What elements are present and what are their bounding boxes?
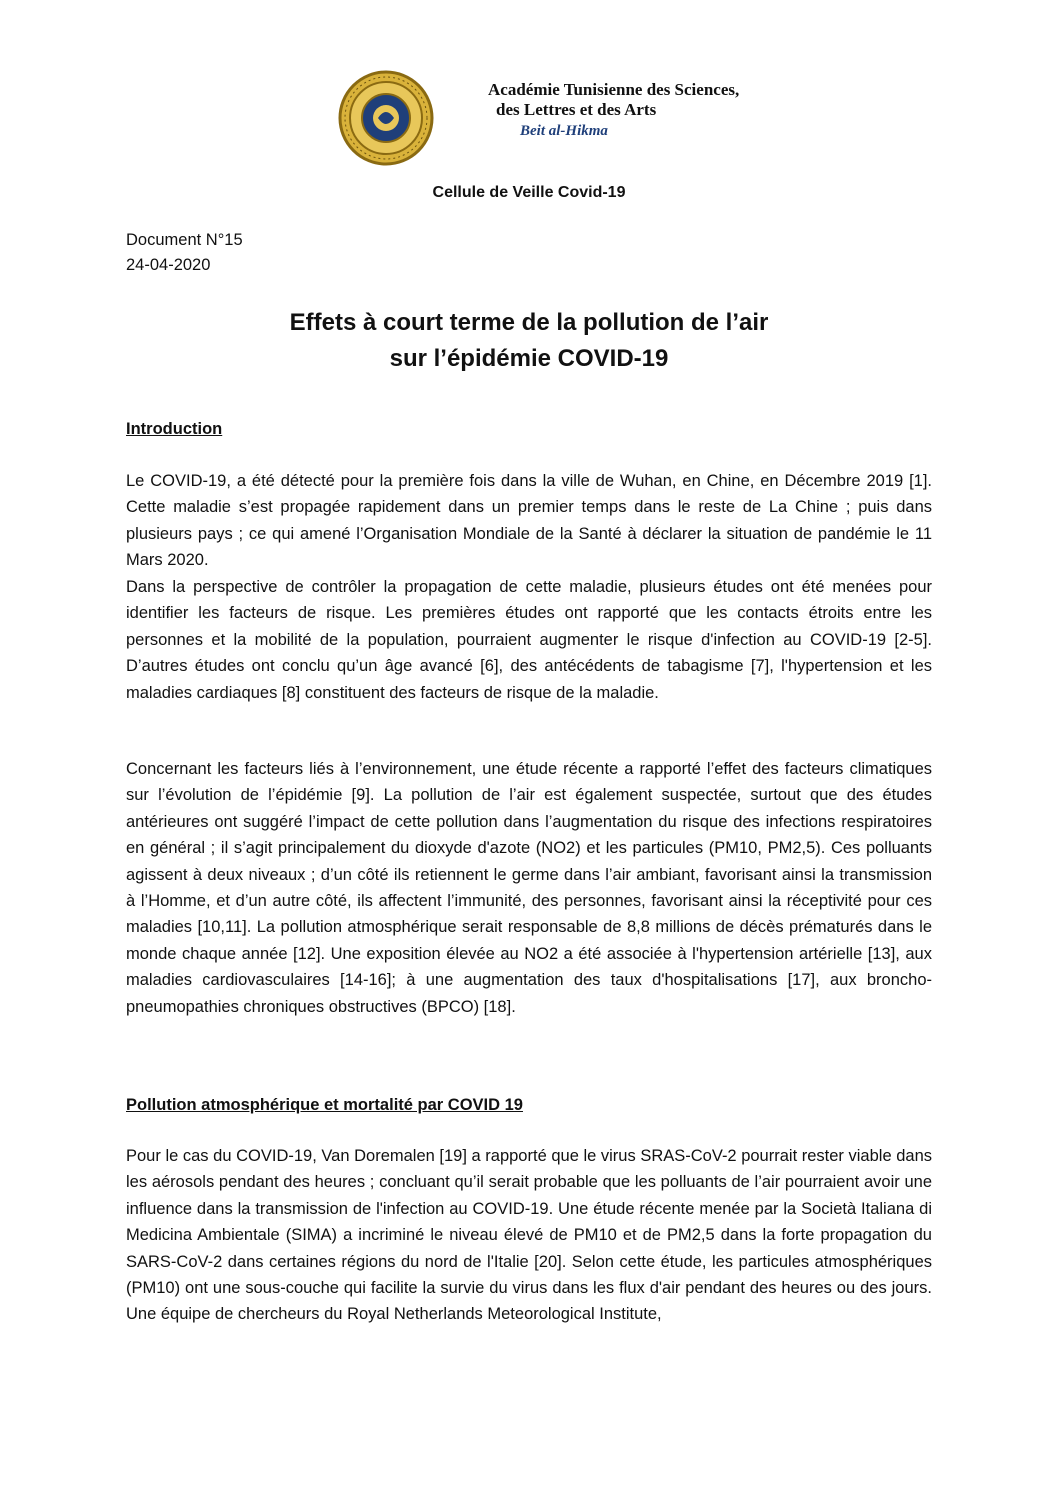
document-date: 24-04-2020 bbox=[126, 256, 211, 274]
section-heading-introduction: Introduction bbox=[126, 420, 223, 438]
document-title bbox=[0, 305, 1058, 377]
intro-paragraph-2 bbox=[126, 574, 932, 706]
pollution-paragraph-1 bbox=[126, 1143, 932, 1328]
institution-name-line1: Académie Tunisienne des Sciences, bbox=[488, 80, 740, 99]
institution-header bbox=[336, 68, 756, 158]
paragraph-text: Concernant les facteurs liés à l’environnement, une étude récente a rapporté l’effet des facteurs climatiques sur l’évolution de l’épidémie [9]. La pollution de l’air est également suspectée, surtout que des études antérieures ont suggéré l’impact de cette pollution dans l’augmentation du risque des infections respiratoires en général ; il s’agit principalement du dioxyde d'azote (NO2) et les particules (PM10, PM2,5). Ces polluants agissent à deux niveaux ; d’un côté ils retiennent le germe dans l’air ambiant, favorisant ainsi la transmission à l’Homme, et d’un autre côté, ils affectent l’immunité, des personnes, favorisant ainsi la réceptivité pour ces maladies [10,11]. La pollution atmosphérique serait responsable de 8,8 millions de décès prématurés dans le monde chaque année [12]. Une exposition élevée au NO2 a été associée à l'hypertension artérielle [13], aux maladies cardiovasculaires [14-16]; à une augmentation des taux d'hospitalisations [17], aux broncho-pneumopathies chroniques obstructives (BPCO) [18]. bbox=[126, 760, 932, 1016]
title-line1: Effets à court terme de la pollution de l’air bbox=[289, 309, 769, 336]
paragraph-text: Pour le cas du COVID-19, Van Doremalen [19] a rapporté que le virus SRAS-CoV-2 pourrait rester viable dans les aérosols pendant des heures ; concluant qu’il serait probable que les polluants de l’air pourraient avoir une influence dans la transmission de l'infection au COVID-19. Une étude récente menée par la Società Italiana di Medicina Ambientale (SIMA) a incriminé le niveau élevé de PM10 et de PM2,5 dans la forte propagation du SARS-CoV-2 dans certaines régions du nord de l'Italie [20]. Selon cette étude, les particules atmosphériques (PM10) ont une sous-couche qui facilite la survie du virus dans les flux d'air pendant des heures ou des jours. Une équipe de chercheurs du Royal Netherlands Meteorological Institute, bbox=[126, 1147, 932, 1324]
paragraph-text: Dans la perspective de contrôler la propagation de cette maladie, plusieurs études ont été menées pour identifier les facteurs de risque. Les premières études ont rapporté que les contacts étroits entre les personnes et la mobilité de la population, pourraient augmenter le risque d'infection au COVID-19 [2-5]. D’autres études ont conclu qu’un âge avancé [6], des antécédents de tabagisme [7], l'hypertension et les maladies cardiaques [8] constituent des facteurs de risque de la maladie. bbox=[126, 578, 932, 702]
paragraph-text: Le COVID-19, a été détecté pour la première fois dans la ville de Wuhan, en Chine, en Décembre 2019 [1]. Cette maladie s’est propagée rapidement dans un premier temps dans le reste de La Chine ; puis dans plusieurs pays ; ce qui amené l’Organisation Mondiale de la Santé à déclarer la situation de pandémie le 11 Mars 2020. bbox=[126, 472, 932, 570]
section-heading-pollution: Pollution atmosphérique et mortalité par COVID 19 bbox=[126, 1096, 523, 1114]
document-meta bbox=[126, 228, 243, 278]
document-number: Document N°15 bbox=[126, 231, 243, 249]
intro-paragraph-1 bbox=[126, 468, 932, 574]
institution-name-line2: des Lettres et des Arts bbox=[496, 100, 657, 119]
academy-seal-logo bbox=[336, 68, 436, 168]
title-line2: sur l’épidémie COVID-19 bbox=[389, 345, 669, 372]
institution-name bbox=[488, 80, 739, 142]
institution-subtitle: Beit al-Hikma bbox=[520, 123, 608, 139]
unit-name: Cellule de Veille Covid-19 bbox=[432, 184, 626, 201]
intro-paragraph-3 bbox=[126, 756, 932, 1020]
